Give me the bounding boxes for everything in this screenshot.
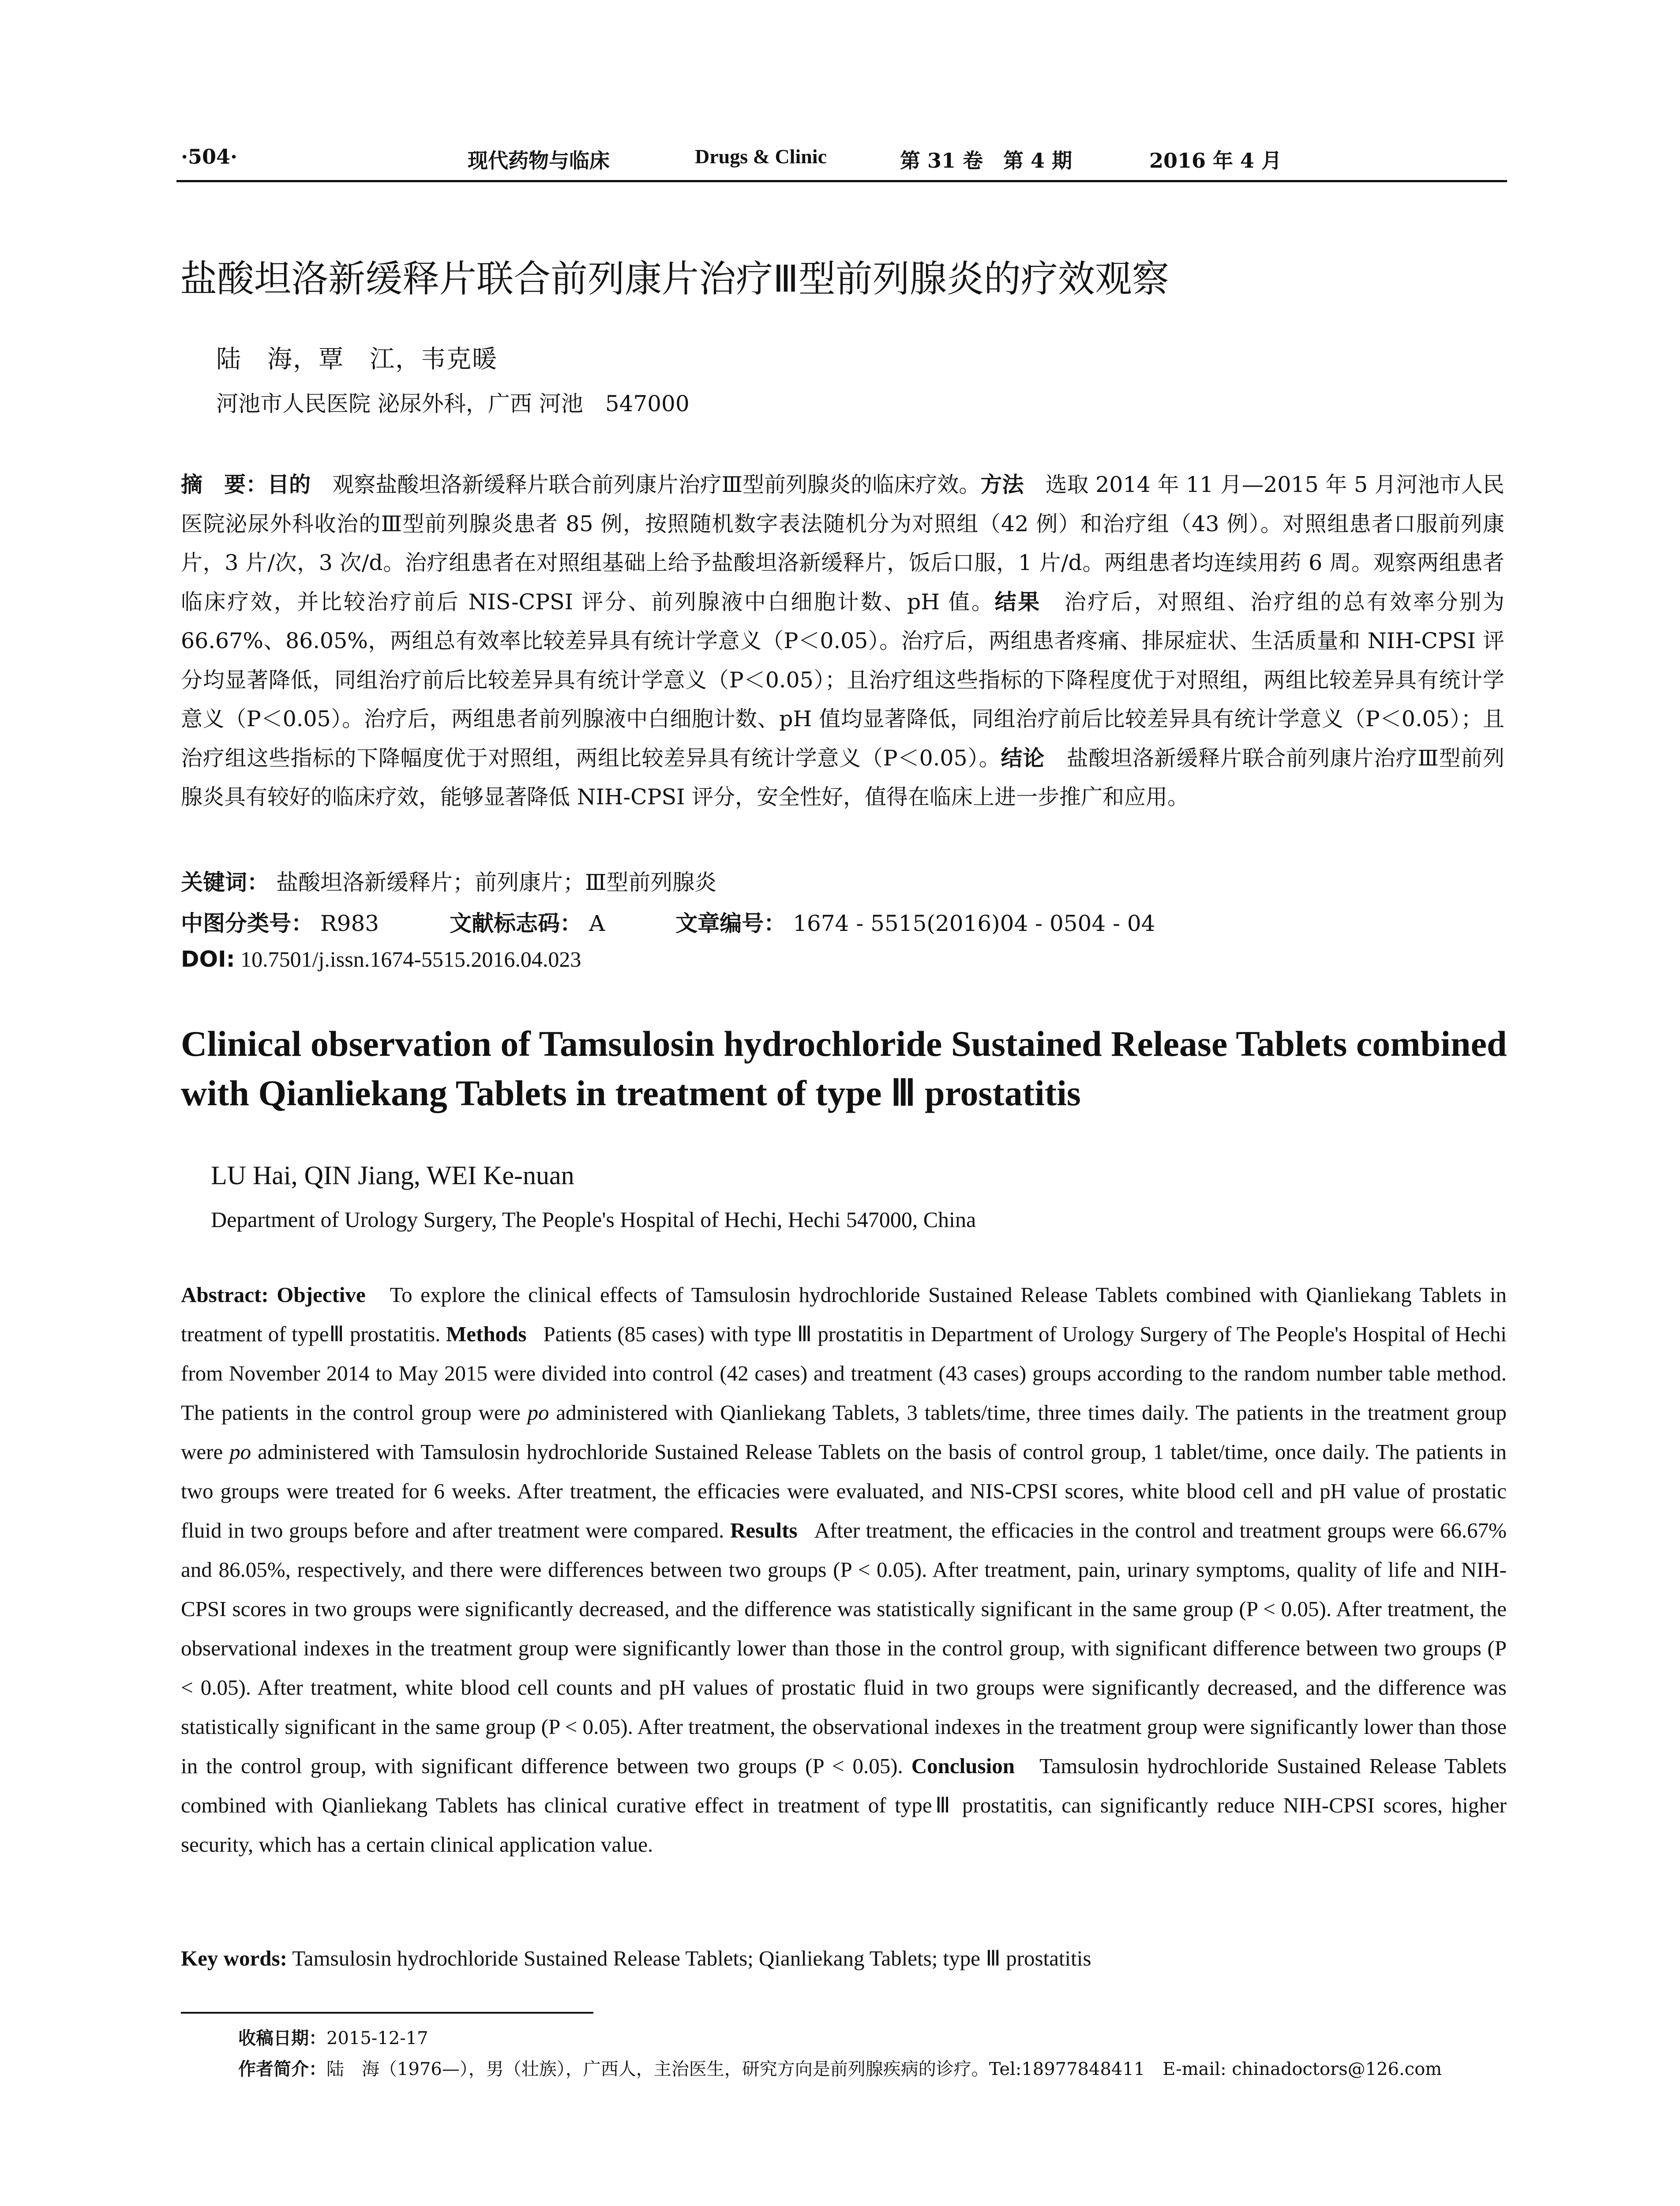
classification-line — [181, 906, 1155, 938]
issue-date: 2016 年 4 月 — [1149, 149, 1282, 173]
methods-text-en-2: administered with Qianliekang Tablets, 3 tablets/time, three times daily. The patients in the treatment group were — [181, 1400, 1507, 1464]
conclusion-label-en: Conclusion — [911, 1754, 1015, 1778]
keywords-text-en: Tamsulosin hydrochloride Sustained Release Tablets; Qianliekang Tablets; type Ⅲ prostatitis — [292, 1946, 1091, 1970]
methods-text-cn: 选取 2014 年 11 月—2015 年 5 月河池市人民医院泌尿外科收治的Ⅲ型前列腺炎患者 85 例，按照随机数字表法随机分为对照组（42 例）和治疗组（43 例）。对照组患者口服前列康片，3 片/次，3 次/d。治疗组患者在对照组基础上给予盐酸坦洛新缓释片，饭后口服，1 片/d。两组患者均连续用药 6 周。观察两组患者临床疗效，并比较治疗前后 NIS-CPSI 评分、前列腺液中白细胞计数、pH 值。 — [181, 472, 1505, 615]
footnote-received — [238, 2024, 428, 2049]
results-text-cn: 治疗后，对照组、治疗组的总有效率分别为 66.67%、86.05%，两组总有效率比较差异具有统计学意义（P＜0.05）。治疗后，两组患者疼痛、排尿症状、生活质量和 NIH-CPSI 评分均显著降低，同组治疗前后比较差异具有统计学意义（P＜0.05）；且治疗组这些指标的下降程度优于对照组，两组比较差异具有统计学意义（P＜0.05）。治疗后，两组患者前列腺液中白细胞计数、pH 值均显著降低，同组治疗前后比较差异具有统计学意义（P＜0.05）；且治疗组这些指标的下降幅度优于对照组，两组比较差异具有统计学意义（P＜0.05）。 — [181, 589, 1504, 771]
keywords-label-en: Key words: — [181, 1946, 287, 1970]
conclusion-text-en: Tamsulosin hydrochloride Sustained Release Tablets combined with Qianliekang Tablets has clinical curative effect in treatment of typeⅢ prostatitis, can significantly reduce NIH-CPSI scores, higher security, which has a certain clinical application value. — [181, 1754, 1507, 1857]
abstract-cn — [181, 465, 1504, 817]
affiliation-en: Department of Urology Surgery, The People's Hospital of Hechi, Hechi 547000, China — [211, 1207, 976, 1232]
methods-text-en-3: administered with Tamsulosin hydrochloride Sustained Release Tablets on the basis of control group, 1 tablet/time, once daily. The patients in two groups were treated for 6 weeks. After treatment, the efficacies were evaluated, and NIS-CPSI scores, white blood cell and pH value of prostatic fluid in two groups before and after treatment were compared. — [181, 1440, 1507, 1542]
conclusion-label-cn: 结论 — [1001, 745, 1045, 771]
received-date: 2015-12-17 — [326, 2028, 428, 2048]
clc-label: 中图分类号： — [181, 911, 313, 936]
authors-en: LU Hai, QIN Jiang, WEI Ke-nuan — [211, 1161, 574, 1190]
keywords-text-cn: 盐酸坦洛新缓释片；前列康片；Ⅲ型前列腺炎 — [276, 870, 717, 895]
received-label: 收稿日期： — [238, 2028, 326, 2048]
results-label-cn: 结果 — [994, 589, 1041, 615]
footnote-divider — [181, 2012, 593, 2014]
objective-label-en: Objective — [277, 1283, 366, 1307]
title-en: Clinical observation of Tamsulosin hydrochloride Sustained Release Tablets combined with Qianliekang Tablets in treatment of type Ⅲ prostatitis — [181, 1024, 1507, 1113]
results-text-en: After treatment, the efficacies in the control and treatment groups were 66.67% and 86.05%, respectively, and there were differences between two groups (P < 0.05). After treatment, pain, urinary symptoms, quality of life and NIH-CPSI scores in two groups were significantly decreased, and the difference was statistically significant in the same group (P < 0.05). After treatment, the observational indexes in the treatment group were significantly lower than those in the control group, with significant difference between two groups (P < 0.05). After treatment, white blood cell counts and pH values of prostatic fluid in two groups were significantly decreased, and the difference was statistically significant in the same group (P < 0.05). After treatment, the observational indexes in the treatment group were significantly lower than those in the control group, with significant difference between two groups (P < 0.05). — [181, 1518, 1507, 1778]
po-term-2: po — [229, 1440, 251, 1464]
abstract-label-en: Abstract: — [181, 1283, 269, 1307]
volume-issue: 第 31 卷 第 4 期 — [900, 149, 1072, 173]
article-no-value: 1674 - 5515(2016)04 - 0504 - 04 — [793, 911, 1155, 936]
author-bio-text: 陆 海（1976—），男（壮族），广西人，主治医生，研究方向是前列腺疾病的诊疗。Tel:18977848411 E-mail: chinadoctors@126.com — [326, 2059, 1442, 2079]
authors-cn: 陆 海，覃 江，韦克暖 — [216, 345, 498, 374]
objective-label-cn: 目的 — [267, 472, 311, 497]
footnote-author — [238, 2055, 1442, 2080]
po-term-1: po — [527, 1400, 549, 1425]
objective-text-en: To explore the clinical effects of Tamsulosin hydrochloride Sustained Release Tablets combined with Qianliekang Tablets in treatment of typeⅢ prostatitis. — [181, 1283, 1507, 1346]
page-number: ·504· — [181, 145, 238, 169]
methods-text-en-1: Patients (85 cases) with type Ⅲ prostatitis in Department of Urology Surgery of The People's Hospital of Hechi from November 2014 to May 2015 were divided into control (42 cases) and treatment (43 cases) groups according to the random number table method. The patients in the control group were — [181, 1322, 1507, 1425]
keywords-cn — [181, 865, 716, 897]
running-header — [176, 140, 1507, 182]
title-cn: 盐酸坦洛新缓释片联合前列康片治疗Ⅲ型前列腺炎的疗效观察 — [180, 257, 1169, 300]
doi-label: DOI: — [181, 946, 235, 972]
author-bio-label: 作者简介： — [238, 2059, 326, 2079]
affiliation-cn: 河池市人民医院 泌尿外科，广西 河池 547000 — [216, 391, 690, 416]
objective-text-cn: 观察盐酸坦洛新缓释片联合前列康片治疗Ⅲ型前列腺炎的临床疗效。 — [332, 472, 981, 497]
doc-code-label: 文献标志码： — [450, 911, 582, 936]
article-no-label: 文章编号： — [675, 911, 786, 936]
journal-name-cn: 现代药物与临床 — [468, 149, 610, 173]
results-label-en: Results — [730, 1518, 798, 1542]
abstract-label-cn: 摘 要： — [181, 472, 268, 497]
abstract-en — [181, 1275, 1507, 1864]
conclusion-text-cn: 盐酸坦洛新缓释片联合前列康片治疗Ⅲ型前列腺炎具有较好的临床疗效，能够显著降低 NIH-CPSI 评分，安全性好，值得在临床上进一步推广和应用。 — [181, 745, 1504, 810]
doi-value: 10.7501/j.issn.1674-5515.2016.04.023 — [240, 947, 581, 972]
doi-line — [181, 946, 581, 972]
journal-name-en: Drugs & Clinic — [695, 145, 827, 168]
doc-code-value: A — [589, 911, 605, 936]
keywords-en — [181, 1946, 1507, 1971]
methods-label-en: Methods — [446, 1322, 527, 1346]
methods-label-cn: 方法 — [980, 472, 1024, 497]
clc-value: R983 — [320, 911, 379, 936]
keywords-label-cn: 关键词： — [181, 870, 269, 895]
